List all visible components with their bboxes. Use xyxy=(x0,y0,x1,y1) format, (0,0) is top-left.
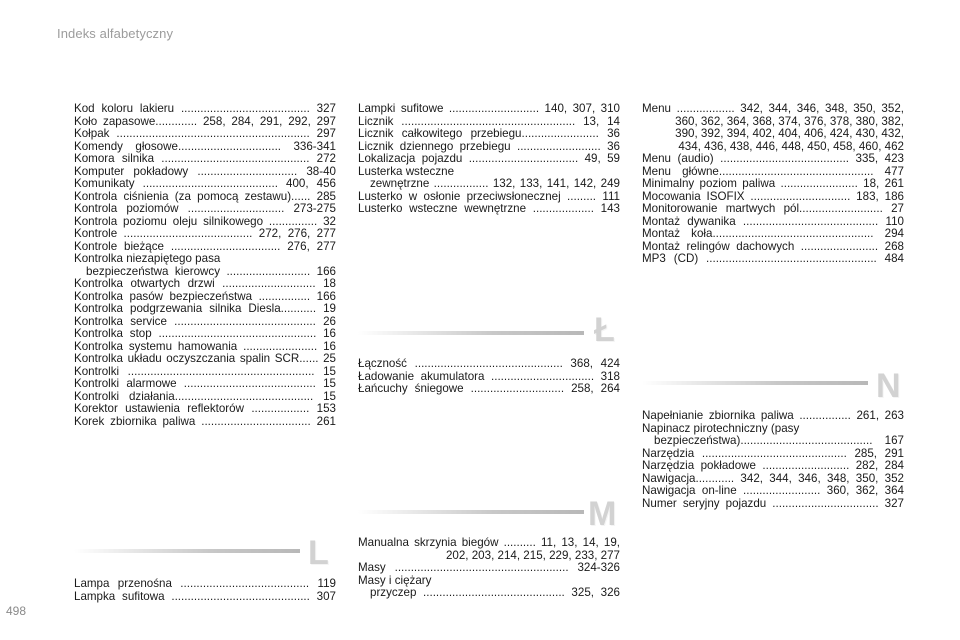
index-list-l-stroke xyxy=(358,358,620,396)
index-column-1-l xyxy=(74,578,336,603)
index-entry: bezpieczeństwa kierowcy .......................... 166 xyxy=(86,264,336,278)
section-divider xyxy=(74,549,300,553)
index-entry: Łańcuchy śniegowe ............................. 258, 264 xyxy=(358,382,620,395)
page-number: 498 xyxy=(6,604,27,618)
index-entry: przyczep ............................................ 325, 326 xyxy=(370,586,620,599)
index-entry: Kontrole ........................................ 272, 276, 277 xyxy=(74,227,336,240)
index-entry: Komunikaty .......................................... 400, 456 xyxy=(74,177,336,190)
index-entry: Ładowanie akumulatora ................................ 318 xyxy=(358,369,620,383)
index-entry: Kontrolka service ............................................ 26 xyxy=(74,314,336,328)
index-entry: Menu .................. 342, 344, 346, 348, 350, 352, xyxy=(642,102,904,115)
index-entry: Lusterko wsteczne wewnętrzne ................... 143 xyxy=(358,202,620,215)
index-entry: Mocowania ISOFIX ............................... 183, 186 xyxy=(642,189,904,203)
index-column-3-n xyxy=(642,410,904,510)
index-entry: MP3 (CD) ..................................................... 484 xyxy=(642,252,904,265)
index-entry: Lampki sufitowe ............................ 140, 307, 310 xyxy=(358,102,620,115)
index-column-2-m xyxy=(358,537,620,600)
index-list-l xyxy=(74,578,336,603)
index-entry: Licznik całkowitego przebiegu........................ 36 xyxy=(358,127,620,140)
index-entry: Nawigacja............ 342, 344, 346, 348, 350, 352 xyxy=(642,471,904,485)
index-entry: Kontrola poziomu oleju silnikowego ............... 32 xyxy=(74,214,336,228)
index-entry: Kontrolka pasów bezpieczeństwa ................ 166 xyxy=(74,289,336,303)
index-entry: Montaż relingów dachowych ........................ 268 xyxy=(642,239,904,253)
index-entry: Kontrolka stop ................................................. 16 xyxy=(74,327,336,340)
index-entry: Komputer pokładowy ............................... 38-40 xyxy=(74,164,336,178)
index-entry: Licznik dziennego przebiegu .......................... 36 xyxy=(358,139,620,153)
index-entry: Minimalny poziom paliwa ........................ 18, 261 xyxy=(642,177,904,190)
index-entry: Kontrolka otwartych drzwi ............................. 18 xyxy=(74,277,336,290)
index-list-m xyxy=(358,537,620,600)
index-entry: Kontrolki .......................................................... 15 xyxy=(74,364,336,378)
index-entry: Napinacz pirotechniczny (pasy xyxy=(642,421,800,435)
index-entry: Kontrola poziomów .............................. 273-275 xyxy=(74,202,336,215)
section-letter-m: M xyxy=(588,495,617,533)
index-entry: Kontrolki alarmowe ......................................... 15 xyxy=(74,377,336,390)
index-entry: Kontrolka układu oczyszczania spalin SCR...... 25 xyxy=(74,352,336,365)
index-column-2-l-stroke xyxy=(358,358,620,396)
index-entry: Łączność .............................................. 368, 424 xyxy=(358,357,620,370)
index-column-2 xyxy=(358,103,620,216)
section-letter-n: N xyxy=(876,367,901,405)
index-entry: Kontrolki działania........................................... 15 xyxy=(74,389,336,403)
index-entry: Monitorowanie martwych pól.......................... 27 xyxy=(642,202,904,215)
index-entry: Lusterka wsteczne xyxy=(358,164,455,178)
index-entry: 202, 203, 214, 215, 229, 233, 277 xyxy=(445,548,620,562)
index-entry: Narzędzia pokładowe ........................... 282, 284 xyxy=(642,459,904,472)
index-entry: Numer seryjny pojazdu ................................. 327 xyxy=(642,496,904,510)
index-entry: Masy i ciężary xyxy=(358,573,432,587)
index-entry: Komendy głosowe................................ 336-341 xyxy=(74,139,336,153)
index-entry: Korektor ustawienia reflektorów .................. 153 xyxy=(74,402,336,415)
index-entry: Kontrole bieżące .................................. 276, 277 xyxy=(74,239,336,253)
section-divider xyxy=(358,331,584,335)
index-entry: 390, 392, 394, 402, 404, 406, 424, 430, 432, xyxy=(675,127,904,140)
index-entry: 434, 436, 438, 446, 448, 450, 458, 460, 462 xyxy=(678,139,904,153)
index-entry: Menu (audio) ........................................ 335, 423 xyxy=(642,152,904,165)
index-entry: Nawigacja on-line ........................ 360, 362, 364 xyxy=(642,484,904,497)
section-divider xyxy=(358,510,584,514)
section-letter-l: L xyxy=(308,534,329,572)
index-entry: 360, 362, 364, 368, 374, 376, 378, 380, 382, xyxy=(675,114,904,128)
index-entry: Kołpak ............................................................ 297 xyxy=(74,127,336,140)
index-entry: Lampka sufitowa ........................................... 307 xyxy=(74,589,336,603)
index-list-n xyxy=(642,410,904,510)
index-entry: bezpieczeństwa)......................................... 167 xyxy=(654,434,904,447)
index-entry: Komora silnika .............................................. 272 xyxy=(74,152,336,165)
index-list-l-cont xyxy=(358,103,620,216)
index-list-m-cont xyxy=(642,103,904,266)
index-entry: Montaż koła.................................................. 294 xyxy=(642,227,904,240)
index-column-3 xyxy=(642,103,904,266)
index-entry: Kontrolka podgrzewania silnika Diesla........... 19 xyxy=(74,302,336,315)
index-entry: Masy ...................................................... 324-326 xyxy=(358,561,620,574)
index-column-1 xyxy=(74,103,336,428)
section-letter-l-stroke: Ł xyxy=(594,311,615,349)
index-entry: Kod koloru lakieru ........................................ 327 xyxy=(74,102,336,115)
page-header-title: Indeks alfabetyczny xyxy=(57,26,174,41)
index-entry: Kontrolka niezapiętego pasa xyxy=(74,252,221,265)
index-entry: Napełnianie zbiornika paliwa ................ 261, 263 xyxy=(642,409,904,422)
index-entry: Montaż dywanika .......................................... 110 xyxy=(642,214,904,228)
index-entry: Lusterko w osłonie przeciwsłonecznej ......... 111 xyxy=(358,189,620,203)
index-entry: zewnętrzne ................. 132, 133, 141, 142, 249 xyxy=(370,177,620,190)
index-entry: Koło zapasowe............. 258, 284, 291, 292, 297 xyxy=(74,114,336,128)
index-list-k xyxy=(74,103,336,428)
index-entry: Manualna skrzynia biegów .......... 11, 13, 14, 19, xyxy=(358,536,620,549)
index-entry: Menu główne................................................ 477 xyxy=(642,164,904,178)
section-divider xyxy=(642,381,868,385)
index-entry: Narzędzia ............................................. 285, 291 xyxy=(642,446,904,460)
index-entry: Kontrolka systemu hamowania ....................... 16 xyxy=(74,339,336,353)
index-entry: Lokalizacja pojazdu .................................. 49, 59 xyxy=(358,152,620,165)
index-entry: Korek zbiornika paliwa .................................. 261 xyxy=(74,414,336,428)
index-entry: Kontrola ciśnienia (za pomocą zestawu)...... 285 xyxy=(74,189,336,203)
index-entry: Licznik ...................................................... 13, 14 xyxy=(358,114,620,128)
index-entry: Lampa przenośna ........................................ 119 xyxy=(74,577,336,590)
